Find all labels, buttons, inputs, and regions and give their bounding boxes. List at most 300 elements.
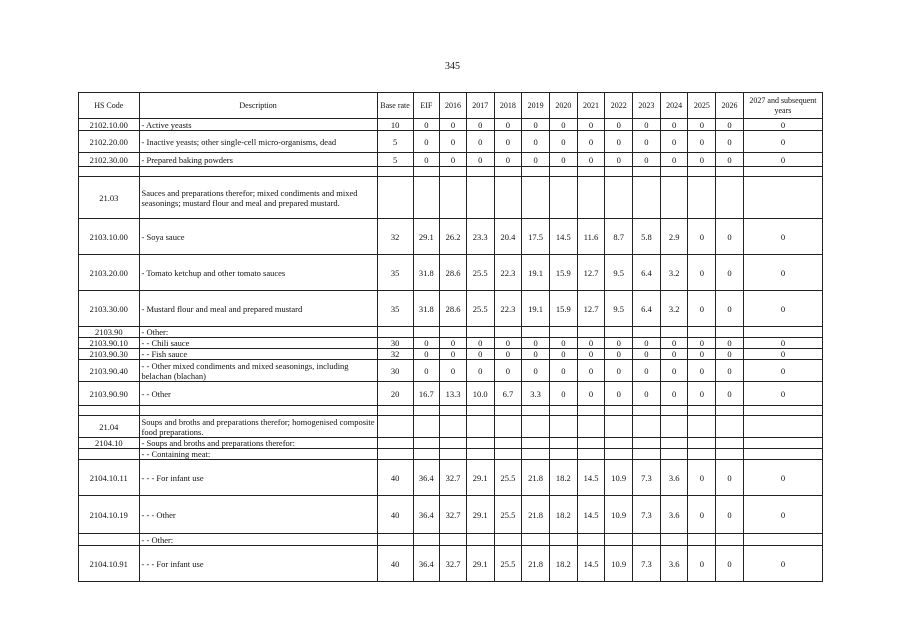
rate-cell xyxy=(413,406,440,416)
rate-cell: 0 xyxy=(716,338,744,349)
description-cell: - Other: xyxy=(139,327,377,338)
rate-cell: 0 xyxy=(688,496,716,534)
rate-cell xyxy=(549,167,577,177)
rate-cell: 3.2 xyxy=(660,255,688,291)
rate-cell: 32.7 xyxy=(440,460,467,496)
hs-code-cell: 2102.20.00 xyxy=(79,131,140,153)
rate-cell: 26.2 xyxy=(440,219,467,255)
rate-cell: 35 xyxy=(377,255,413,291)
rate-cell: 0 xyxy=(605,382,633,406)
rate-cell xyxy=(413,438,440,449)
table-row xyxy=(79,534,823,546)
rate-cell xyxy=(522,449,550,460)
description-cell: - Inactive yeasts; other single-cell micro-organisms, dead xyxy=(139,131,377,153)
rate-cell: 0 xyxy=(743,460,822,496)
rate-cell: 36.4 xyxy=(413,460,440,496)
rate-cell: 0 xyxy=(688,131,716,153)
table-row xyxy=(79,327,823,338)
rate-cell: 21.8 xyxy=(522,496,550,534)
rate-cell: 32 xyxy=(377,219,413,255)
rate-cell xyxy=(660,327,688,338)
header-2018: 2018 xyxy=(494,93,522,119)
rate-cell xyxy=(743,438,822,449)
rate-cell: 0 xyxy=(633,131,661,153)
rate-cell xyxy=(716,406,744,416)
rate-cell xyxy=(413,416,440,438)
rate-cell: 0 xyxy=(743,291,822,327)
rate-cell: 12.7 xyxy=(577,255,605,291)
hs-code-cell: 2103.90.30 xyxy=(79,349,140,360)
rate-cell xyxy=(377,416,413,438)
rate-cell: 0 xyxy=(577,153,605,167)
rate-cell: 0 xyxy=(716,382,744,406)
rate-cell: 0 xyxy=(494,119,522,131)
rate-cell: 31.8 xyxy=(413,255,440,291)
rate-cell xyxy=(413,177,440,219)
description-cell: - - Containing meat: xyxy=(139,449,377,460)
rate-cell xyxy=(522,416,550,438)
rate-cell xyxy=(716,167,744,177)
rate-cell: 0 xyxy=(466,153,494,167)
rate-cell xyxy=(605,167,633,177)
rate-cell: 3.6 xyxy=(660,460,688,496)
rate-cell xyxy=(440,438,467,449)
rate-cell xyxy=(688,438,716,449)
table-row xyxy=(79,219,823,255)
header-2022: 2022 xyxy=(605,93,633,119)
rate-cell xyxy=(549,177,577,219)
rate-cell: 0 xyxy=(440,153,467,167)
rate-cell: 8.7 xyxy=(605,219,633,255)
header-2027-and-subsequent: 2027 and subsequent years xyxy=(743,93,822,119)
rate-cell xyxy=(466,449,494,460)
rate-cell xyxy=(660,416,688,438)
rate-cell xyxy=(494,167,522,177)
rate-cell: 21.8 xyxy=(522,546,550,582)
rate-cell: 0 xyxy=(413,360,440,382)
hs-code-cell xyxy=(79,167,140,177)
rate-cell: 25.5 xyxy=(466,255,494,291)
rate-cell xyxy=(633,406,661,416)
rate-cell xyxy=(743,534,822,546)
rate-cell: 29.1 xyxy=(466,496,494,534)
description-cell xyxy=(139,406,377,416)
rate-cell: 0 xyxy=(549,131,577,153)
rate-cell xyxy=(549,327,577,338)
rate-cell xyxy=(577,327,605,338)
rate-cell: 0 xyxy=(743,382,822,406)
rate-cell xyxy=(522,438,550,449)
rate-cell xyxy=(716,438,744,449)
table-row xyxy=(79,255,823,291)
table-row xyxy=(79,153,823,167)
rate-cell: 0 xyxy=(633,382,661,406)
rate-cell: 40 xyxy=(377,496,413,534)
rate-cell: 5 xyxy=(377,153,413,167)
rate-cell xyxy=(633,167,661,177)
rate-cell: 0 xyxy=(743,338,822,349)
rate-cell: 0 xyxy=(716,219,744,255)
description-cell: - - Chili sauce xyxy=(139,338,377,349)
rate-cell xyxy=(660,177,688,219)
rate-cell xyxy=(688,327,716,338)
description-cell: Soups and broths and preparations therefor; homogenised composite food preparations. xyxy=(139,416,377,438)
rate-cell xyxy=(605,449,633,460)
rate-cell xyxy=(466,416,494,438)
rate-cell: 18.2 xyxy=(549,546,577,582)
rate-cell: 0 xyxy=(522,338,550,349)
rate-cell xyxy=(440,406,467,416)
rate-cell: 0 xyxy=(688,338,716,349)
table-row xyxy=(79,131,823,153)
rate-cell: 0 xyxy=(522,153,550,167)
rate-cell xyxy=(605,416,633,438)
description-cell: - - - Other xyxy=(139,496,377,534)
description-cell: - - Other: xyxy=(139,534,377,546)
rate-cell: 10.0 xyxy=(466,382,494,406)
table-row xyxy=(79,496,823,534)
header-2023: 2023 xyxy=(633,93,661,119)
rate-cell: 10.9 xyxy=(605,460,633,496)
table-row xyxy=(79,338,823,349)
rate-cell xyxy=(633,416,661,438)
rate-cell xyxy=(549,438,577,449)
rate-cell: 12.7 xyxy=(577,291,605,327)
rate-cell: 28.6 xyxy=(440,291,467,327)
rate-cell xyxy=(377,167,413,177)
table-header-row xyxy=(79,93,823,119)
rate-cell: 0 xyxy=(440,119,467,131)
rate-cell: 21.8 xyxy=(522,460,550,496)
hs-code-cell xyxy=(79,449,140,460)
rate-cell xyxy=(605,534,633,546)
table-row xyxy=(79,449,823,460)
rate-cell xyxy=(440,534,467,546)
rate-cell: 23.3 xyxy=(466,219,494,255)
header-eif: EIF xyxy=(413,93,440,119)
rate-cell: 0 xyxy=(413,349,440,360)
rate-cell xyxy=(466,438,494,449)
rate-cell: 0 xyxy=(440,131,467,153)
table-row xyxy=(79,291,823,327)
rate-cell: 0 xyxy=(605,119,633,131)
rate-cell xyxy=(743,416,822,438)
header-description: Description xyxy=(139,93,377,119)
rate-cell xyxy=(494,327,522,338)
rate-cell: 20.4 xyxy=(494,219,522,255)
table-row xyxy=(79,406,823,416)
rate-cell: 0 xyxy=(688,219,716,255)
rate-cell: 0 xyxy=(577,349,605,360)
description-cell: - Soups and broths and preparations therefor: xyxy=(139,438,377,449)
rate-cell: 0 xyxy=(633,119,661,131)
rate-cell: 6.7 xyxy=(494,382,522,406)
rate-cell xyxy=(522,406,550,416)
header-2021: 2021 xyxy=(577,93,605,119)
rate-cell: 11.6 xyxy=(577,219,605,255)
rate-cell: 13.3 xyxy=(440,382,467,406)
rate-cell xyxy=(633,534,661,546)
rate-cell: 0 xyxy=(494,338,522,349)
rate-cell: 0 xyxy=(605,349,633,360)
hs-code-cell: 2103.30.00 xyxy=(79,291,140,327)
rate-cell xyxy=(440,449,467,460)
rate-cell: 0 xyxy=(660,382,688,406)
rate-cell xyxy=(522,327,550,338)
header-2019: 2019 xyxy=(522,93,550,119)
header-2020: 2020 xyxy=(549,93,577,119)
rate-cell xyxy=(605,406,633,416)
rate-cell: 6.4 xyxy=(633,255,661,291)
rate-cell xyxy=(743,327,822,338)
rate-cell xyxy=(660,406,688,416)
rate-cell: 9.5 xyxy=(605,255,633,291)
rate-cell: 14.5 xyxy=(577,496,605,534)
rate-cell: 10.9 xyxy=(605,546,633,582)
header-2017: 2017 xyxy=(466,93,494,119)
table-row xyxy=(79,349,823,360)
rate-cell: 0 xyxy=(549,349,577,360)
rate-cell: 0 xyxy=(440,349,467,360)
rate-cell xyxy=(440,327,467,338)
rate-cell: 0 xyxy=(660,119,688,131)
rate-cell: 0 xyxy=(743,546,822,582)
rate-cell xyxy=(577,416,605,438)
rate-cell xyxy=(549,449,577,460)
description-cell: - Active yeasts xyxy=(139,119,377,131)
rate-cell xyxy=(688,177,716,219)
rate-cell xyxy=(577,534,605,546)
rate-cell: 0 xyxy=(633,349,661,360)
rate-cell: 0 xyxy=(577,119,605,131)
rate-cell: 0 xyxy=(716,360,744,382)
header-2016: 2016 xyxy=(440,93,467,119)
rate-cell xyxy=(377,406,413,416)
rate-cell: 3.3 xyxy=(522,382,550,406)
rate-cell: 17.5 xyxy=(522,219,550,255)
description-cell: Sauces and preparations therefor; mixed condiments and mixed seasonings; mustard flour and meal and prepared mustard. xyxy=(139,177,377,219)
rate-cell: 25.5 xyxy=(494,546,522,582)
tariff-schedule-table xyxy=(78,92,823,582)
rate-cell: 22.3 xyxy=(494,291,522,327)
rate-cell: 0 xyxy=(440,360,467,382)
rate-cell: 0 xyxy=(688,153,716,167)
rate-cell: 0 xyxy=(605,131,633,153)
rate-cell xyxy=(466,534,494,546)
rate-cell: 0 xyxy=(688,360,716,382)
rate-cell: 0 xyxy=(716,119,744,131)
rate-cell xyxy=(377,534,413,546)
header-2024: 2024 xyxy=(660,93,688,119)
rate-cell: 0 xyxy=(688,349,716,360)
rate-cell xyxy=(466,327,494,338)
rate-cell: 0 xyxy=(743,119,822,131)
rate-cell: 0 xyxy=(549,382,577,406)
hs-code-cell: 2103.90.40 xyxy=(79,360,140,382)
table-row xyxy=(79,360,823,382)
rate-cell xyxy=(377,327,413,338)
rate-cell xyxy=(377,449,413,460)
description-cell: - Tomato ketchup and other tomato sauces xyxy=(139,255,377,291)
rate-cell: 3.2 xyxy=(660,291,688,327)
rate-cell: 25.5 xyxy=(494,496,522,534)
header-hs-code: HS Code xyxy=(79,93,140,119)
rate-cell: 29.1 xyxy=(466,460,494,496)
rate-cell: 15.9 xyxy=(549,255,577,291)
hs-code-cell xyxy=(79,534,140,546)
rate-cell: 31.8 xyxy=(413,291,440,327)
rate-cell: 6.4 xyxy=(633,291,661,327)
rate-cell xyxy=(440,167,467,177)
rate-cell xyxy=(440,416,467,438)
description-cell: - Mustard flour and meal and prepared mustard xyxy=(139,291,377,327)
description-cell: - - Fish sauce xyxy=(139,349,377,360)
tariff-body xyxy=(79,119,823,582)
table-row xyxy=(79,382,823,406)
rate-cell xyxy=(743,406,822,416)
rate-cell xyxy=(716,416,744,438)
rate-cell: 0 xyxy=(688,382,716,406)
rate-cell: 0 xyxy=(743,349,822,360)
rate-cell xyxy=(577,449,605,460)
rate-cell: 7.3 xyxy=(633,496,661,534)
rate-cell: 14.5 xyxy=(549,219,577,255)
rate-cell: 0 xyxy=(633,153,661,167)
description-cell: - - - For infant use xyxy=(139,546,377,582)
rate-cell xyxy=(466,406,494,416)
rate-cell: 0 xyxy=(633,338,661,349)
rate-cell xyxy=(688,449,716,460)
rate-cell xyxy=(413,327,440,338)
rate-cell xyxy=(494,416,522,438)
table-row xyxy=(79,438,823,449)
description-cell: - Soya sauce xyxy=(139,219,377,255)
rate-cell: 0 xyxy=(494,349,522,360)
rate-cell xyxy=(522,177,550,219)
rate-cell: 35 xyxy=(377,291,413,327)
rate-cell: 0 xyxy=(577,131,605,153)
rate-cell: 32.7 xyxy=(440,496,467,534)
rate-cell xyxy=(377,177,413,219)
rate-cell xyxy=(633,449,661,460)
rate-cell xyxy=(377,438,413,449)
rate-cell xyxy=(494,438,522,449)
rate-cell: 0 xyxy=(743,255,822,291)
rate-cell: 25.5 xyxy=(494,460,522,496)
rate-cell: 0 xyxy=(413,153,440,167)
description-cell: - - Other xyxy=(139,382,377,406)
rate-cell xyxy=(743,177,822,219)
header-base-rate: Base rate xyxy=(377,93,413,119)
rate-cell: 0 xyxy=(549,153,577,167)
rate-cell xyxy=(716,534,744,546)
rate-cell: 0 xyxy=(605,360,633,382)
rate-cell xyxy=(688,534,716,546)
rate-cell: 0 xyxy=(522,131,550,153)
rate-cell: 10 xyxy=(377,119,413,131)
rate-cell: 9.5 xyxy=(605,291,633,327)
rate-cell xyxy=(660,534,688,546)
rate-cell: 0 xyxy=(716,255,744,291)
table-row xyxy=(79,167,823,177)
rate-cell xyxy=(605,327,633,338)
rate-cell: 5 xyxy=(377,131,413,153)
rate-cell: 0 xyxy=(413,338,440,349)
rate-cell: 0 xyxy=(716,291,744,327)
rate-cell: 25.5 xyxy=(466,291,494,327)
rate-cell xyxy=(605,177,633,219)
rate-cell: 0 xyxy=(466,360,494,382)
rate-cell xyxy=(494,534,522,546)
rate-cell: 0 xyxy=(660,153,688,167)
rate-cell xyxy=(660,167,688,177)
rate-cell xyxy=(549,416,577,438)
rate-cell: 0 xyxy=(660,360,688,382)
rate-cell: 0 xyxy=(688,291,716,327)
rate-cell: 32.7 xyxy=(440,546,467,582)
rate-cell: 0 xyxy=(522,360,550,382)
rate-cell: 0 xyxy=(577,360,605,382)
rate-cell xyxy=(688,416,716,438)
hs-code-cell: 21.03 xyxy=(79,177,140,219)
rate-cell xyxy=(466,167,494,177)
rate-cell: 0 xyxy=(549,119,577,131)
hs-code-cell: 2104.10.19 xyxy=(79,496,140,534)
rate-cell: 3.6 xyxy=(660,546,688,582)
rate-cell xyxy=(522,534,550,546)
rate-cell: 2.9 xyxy=(660,219,688,255)
rate-cell: 0 xyxy=(577,338,605,349)
rate-cell xyxy=(743,167,822,177)
hs-code-cell: 2104.10.11 xyxy=(79,460,140,496)
table-row xyxy=(79,460,823,496)
rate-cell: 16.7 xyxy=(413,382,440,406)
rate-cell xyxy=(413,449,440,460)
rate-cell: 0 xyxy=(743,131,822,153)
rate-cell xyxy=(577,406,605,416)
rate-cell: 0 xyxy=(743,360,822,382)
rate-cell: 22.3 xyxy=(494,255,522,291)
rate-cell xyxy=(522,167,550,177)
rate-cell: 0 xyxy=(716,546,744,582)
rate-cell xyxy=(633,438,661,449)
rate-cell: 0 xyxy=(688,119,716,131)
rate-cell: 0 xyxy=(743,496,822,534)
table-row xyxy=(79,119,823,131)
table-row xyxy=(79,416,823,438)
rate-cell: 0 xyxy=(466,349,494,360)
description-cell xyxy=(139,167,377,177)
rate-cell xyxy=(494,406,522,416)
rate-cell: 0 xyxy=(688,546,716,582)
rate-cell xyxy=(549,406,577,416)
rate-cell: 0 xyxy=(716,496,744,534)
description-cell: - - - For infant use xyxy=(139,460,377,496)
hs-code-cell: 21.04 xyxy=(79,416,140,438)
rate-cell: 36.4 xyxy=(413,546,440,582)
rate-cell xyxy=(688,406,716,416)
rate-cell: 14.5 xyxy=(577,460,605,496)
rate-cell xyxy=(440,177,467,219)
table-row xyxy=(79,546,823,582)
rate-cell: 20 xyxy=(377,382,413,406)
rate-cell xyxy=(413,167,440,177)
rate-cell: 0 xyxy=(522,349,550,360)
rate-cell: 0 xyxy=(494,360,522,382)
rate-cell: 5.8 xyxy=(633,219,661,255)
hs-code-cell: 2103.90.90 xyxy=(79,382,140,406)
hs-code-cell: 2103.10.00 xyxy=(79,219,140,255)
